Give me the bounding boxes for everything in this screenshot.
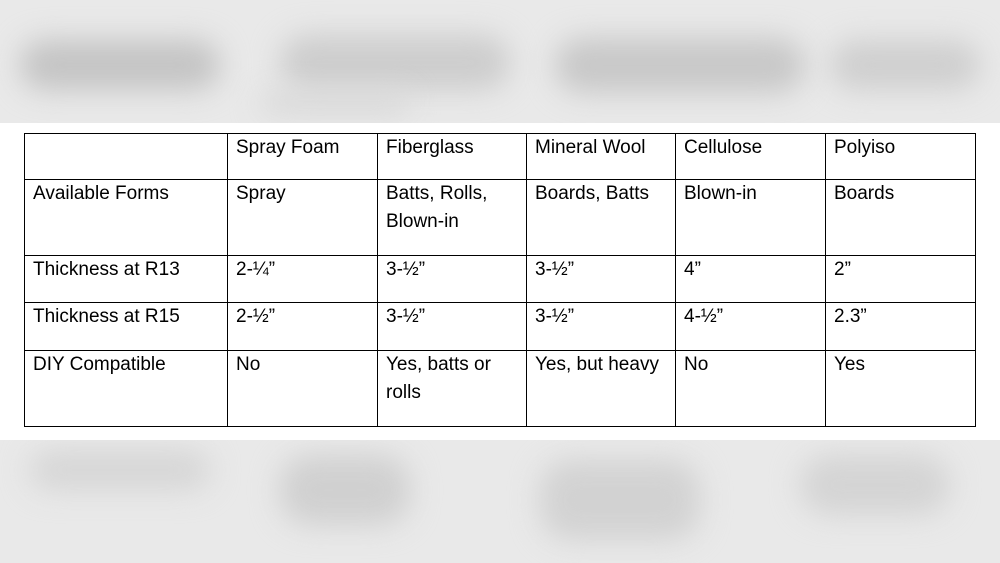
header-cell-fiberglass: Fiberglass <box>378 134 527 180</box>
header-cell-cellulose: Cellulose <box>676 134 826 180</box>
blurred-background-top <box>0 0 1000 123</box>
row-label: Available Forms <box>25 180 228 256</box>
table-cell: Boards <box>826 180 976 256</box>
table-cell: Yes <box>826 351 976 427</box>
table-cell: 4-½” <box>676 303 826 351</box>
table-header-row <box>25 134 976 180</box>
header-cell-mineral-wool: Mineral Wool <box>527 134 676 180</box>
table-cell: No <box>676 351 826 427</box>
table-cell: 3-½” <box>378 256 527 303</box>
table-cell: Yes, batts or rolls <box>378 351 527 427</box>
table-cell: No <box>228 351 378 427</box>
row-label: Thickness at R13 <box>25 256 228 303</box>
table-cell: 3-½” <box>527 303 676 351</box>
table-cell: Yes, but heavy <box>527 351 676 427</box>
header-cell-polyiso: Polyiso <box>826 134 976 180</box>
table-cell: Boards, Batts <box>527 180 676 256</box>
row-label: Thickness at R15 <box>25 303 228 351</box>
blurred-background-bottom <box>0 440 1000 563</box>
table-cell: Batts, Rolls, Blown-in <box>378 180 527 256</box>
table-cell: 3-½” <box>527 256 676 303</box>
table-cell: 2” <box>826 256 976 303</box>
table-cell: 4” <box>676 256 826 303</box>
table-cell: 2-¼” <box>228 256 378 303</box>
table-cell: Blown-in <box>676 180 826 256</box>
insulation-comparison-table <box>24 133 976 427</box>
table-cell: 3-½” <box>378 303 527 351</box>
header-cell-empty <box>25 134 228 180</box>
table-cell: 2-½” <box>228 303 378 351</box>
row-label: DIY Compatible <box>25 351 228 427</box>
table-row-diy-compatible <box>25 351 976 427</box>
table-row-thickness-r13 <box>25 256 976 303</box>
table-row-available-forms <box>25 180 976 256</box>
header-cell-spray-foam: Spray Foam <box>228 134 378 180</box>
table-cell: Spray <box>228 180 378 256</box>
table-row-thickness-r15 <box>25 303 976 351</box>
table-cell: 2.3” <box>826 303 976 351</box>
